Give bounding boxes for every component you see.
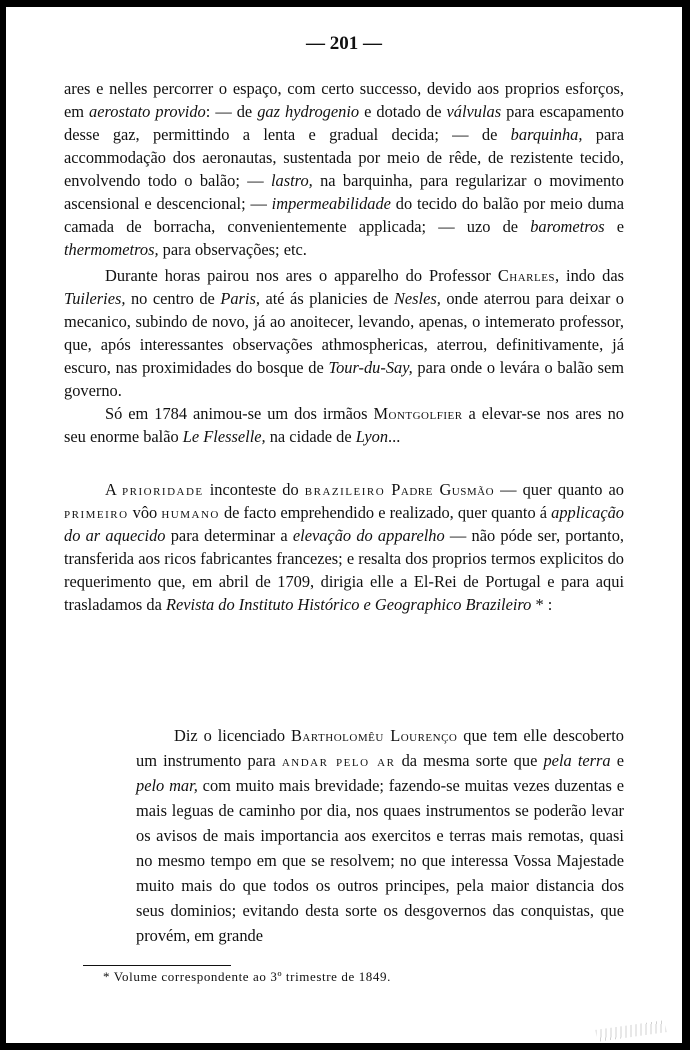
text-run: para observações; etc. — [158, 240, 307, 259]
text-run: com muito mais brevidade; fazendo-se muitas vezes duzentas e mais leguas de caminho por dia, nos quaes instrumentos se poderão levar os avisos de mais importancia aos exercitos e terras mais remotas, quasi no mesmo tempo em que se resolvem; no que interessa Vossa Majestade muito mais do que todos os outros principes, pela maior distancia dos seus dominios; evitando desta sorte os desgovernos das conquistas, que provém, em grande — [136, 776, 624, 945]
text-run: para escapamento desse gaz, permittindo a lenta e gradual decida; — de — [64, 102, 625, 144]
emphasis-spaced: humano — [161, 503, 220, 522]
text-run: e — [604, 217, 624, 236]
italic-term: válvulas — [446, 102, 502, 121]
place-name: Tuileries, — [64, 289, 126, 308]
italic-term: applicação do ar aquecido — [64, 503, 624, 545]
text-run: e dotado de — [359, 102, 447, 121]
text-run: de facto emprehendido e realizado, quer quanto á — [219, 503, 552, 522]
italic-term: pelo mar, — [136, 776, 198, 795]
person-name: Montgolfier — [373, 404, 463, 423]
text-run: Diz o licenciado — [174, 726, 291, 745]
place-name: Paris, — [220, 289, 260, 308]
text-run: na barquinha, para regularizar o movimento ascensional e descencional; — — [64, 171, 624, 213]
book-page — [6, 7, 682, 1043]
quote-paragraph — [136, 723, 624, 948]
text-run: — quer quanto ao — [494, 480, 625, 499]
text-run: da mesma sorte que — [395, 751, 544, 770]
italic-term: thermometros, — [64, 240, 159, 259]
paragraph-montgolfier — [64, 402, 624, 448]
text-run: * : — [531, 595, 553, 614]
italic-term: elevação do apparelho — [292, 526, 445, 545]
text-run: Durante horas pairou nos ares o apparelho do Professor — [105, 266, 498, 285]
italic-term: aerostato provido — [89, 102, 206, 121]
text-run: do tecido do balão por meio duma camada de borracha, convenientemente applicada; — uzo de — [64, 194, 624, 236]
text-run: para accommodação dos aeronautas, sustentada por meio de rêde, de rezistente tecido, envolvendo todo o balão; — — [64, 125, 624, 190]
text-run: ares e nelles percorrer o espaço, com certo successo, devido aos proprios esforços, em — [64, 79, 624, 121]
person-name: Padre Gusmão — [391, 480, 495, 499]
scan-smudge — [596, 1020, 667, 1042]
text-run: onde aterrou para deixar o mecanico, subindo de novo, já ao anoitecer, levando, apenas, o intemerato professor, que, após interessantes observações athmosphericas, aterrou, definitivamente, já escuro, nas proximidades do bosque de — [64, 289, 624, 377]
balloon-name: Le Flesselle, — [182, 427, 266, 446]
italic-term: barometros — [530, 217, 605, 236]
footnote: * Volume correspondente ao 3º trimestre de 1849. — [103, 969, 391, 984]
main-text — [64, 77, 624, 616]
emphasis-spaced: brazileiro — [304, 480, 386, 499]
text-run: : — de — [205, 102, 258, 121]
emphasis-spaced: andar pelo ar — [281, 751, 396, 770]
text-run: a elevar-se nos ares no seu enorme balão — [64, 404, 624, 446]
text-run: — não póde ser, portanto, transferida aos ricos fabricantes francezes; e resalta dos proprios termos explicitos do requerimento que, em abril de 1709, dirigia elle a El-Rei de Portugal e para aqui trasladamos da — [64, 526, 624, 614]
place-name: Nesles, — [393, 289, 441, 308]
page-number: — 201 — — [306, 33, 382, 54]
italic-term: lastro, — [271, 171, 313, 190]
emphasis-spaced: primeiro — [64, 503, 129, 522]
text-run: , indo das — [555, 266, 624, 285]
italic-term: impermeabilidade — [271, 194, 391, 213]
text-run: até ás planicies de — [259, 289, 394, 308]
text-run: inconteste do — [203, 480, 305, 499]
italic-term: gaz hydrogenio — [257, 102, 360, 121]
petition-quote — [136, 723, 624, 948]
emphasis-spaced: prioridade — [122, 480, 204, 499]
person-name: Bartholomêu Lourenço — [291, 726, 458, 745]
paragraph-charles-flight — [64, 264, 624, 402]
text-run: para determinar a — [165, 526, 293, 545]
italic-term: pela terra — [543, 751, 611, 770]
footnote-divider — [83, 965, 231, 966]
place-name: Lyon — [355, 427, 389, 446]
place-name: Tour-du-Say, — [328, 358, 413, 377]
paragraph-balloon-features — [64, 77, 624, 261]
text-run: e — [610, 751, 625, 770]
text-run: para onde o levára o balão sem governo. — [64, 358, 624, 400]
text-run: A — [105, 480, 123, 499]
publication-title: Revista do Instituto Histórico e Geographico Brazileiro — [165, 595, 532, 614]
text-run: na cidade de — [265, 427, 356, 446]
text-run: vôo — [128, 503, 162, 522]
text-run: Só em 1784 animou-se um dos irmãos — [105, 404, 374, 423]
paragraph-gusmao-priority — [64, 478, 624, 616]
person-name: Charles — [497, 266, 556, 285]
text-run: ... — [388, 427, 401, 446]
italic-term: barquinha, — [510, 125, 583, 144]
text-run: no centro de — [125, 289, 221, 308]
text-run: que tem elle descoberto um instrumento para — [136, 726, 624, 770]
